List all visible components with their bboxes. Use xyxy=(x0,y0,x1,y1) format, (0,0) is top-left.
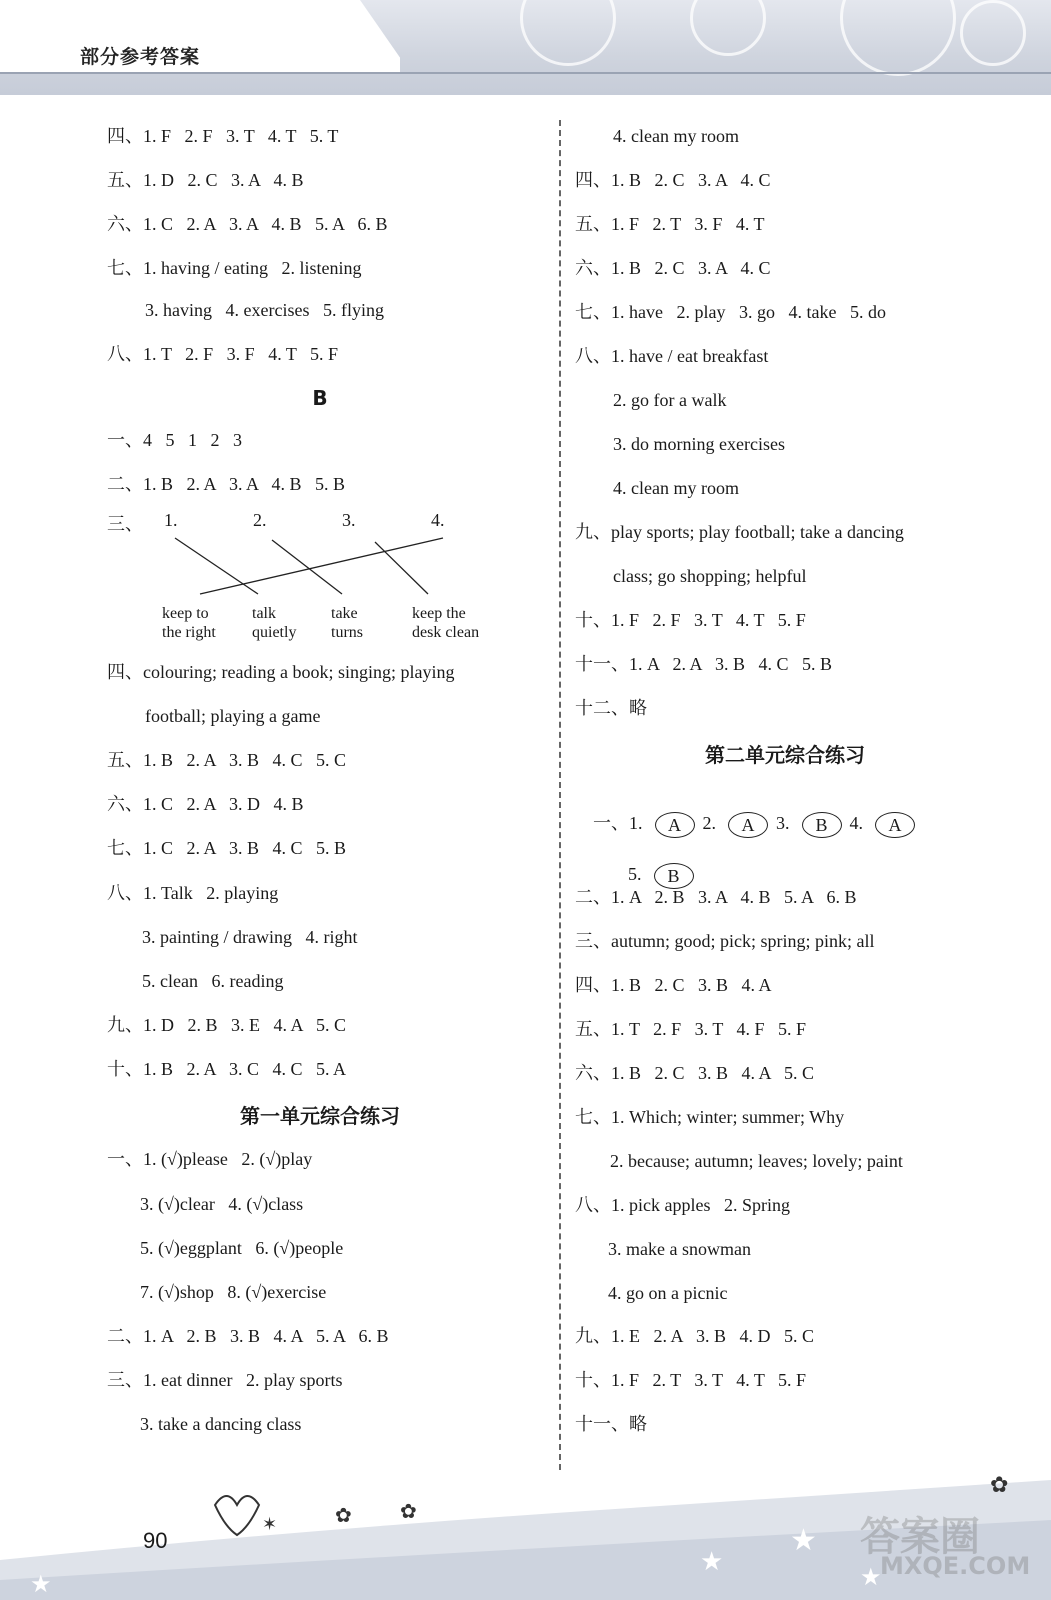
match-label: take turns xyxy=(331,605,363,641)
heart-icon xyxy=(215,1496,259,1535)
match-number: 4. xyxy=(431,510,445,530)
header-title: 部分参考答案 xyxy=(80,46,201,68)
answer-line: 4. go on a picnic xyxy=(608,1283,728,1303)
answer-line: 四、1. B 2. C 3. B 4. A xyxy=(575,975,772,995)
answer-line: 八、1. pick apples 2. Spring xyxy=(575,1195,790,1215)
circled-answer: A xyxy=(875,812,915,838)
match-line xyxy=(272,540,342,594)
answer-line: 九、1. D 2. B 3. E 4. A 5. C xyxy=(107,1015,347,1035)
section-heading-unit1: 第一单元综合练习 xyxy=(240,1104,400,1128)
answer-line: 4. clean my room xyxy=(613,126,739,146)
decor-bubble xyxy=(840,0,956,76)
answer-line: 七、1. C 2. A 3. B 4. C 5. B xyxy=(107,838,347,858)
decor-bubble xyxy=(690,0,766,56)
answer-line: 5. clean 6. reading xyxy=(142,971,284,991)
answer-line: 八、1. have / eat breakfast xyxy=(575,346,769,366)
answer-line: 三、1. eat dinner 2. play sports xyxy=(107,1370,343,1390)
answer-line: 一、4 5 1 2 3 xyxy=(107,430,242,450)
watermark: 答案圈 xyxy=(860,1514,980,1560)
match-label: keep to the right xyxy=(162,605,216,641)
decor-bubble xyxy=(520,0,616,66)
answer-line: 九、play sports; play football; take a dancing xyxy=(575,522,904,542)
circled-answer: A xyxy=(728,812,768,838)
item-number: 4. xyxy=(849,813,863,833)
column-divider xyxy=(559,120,561,1470)
circled-answer: B xyxy=(654,863,694,889)
watermark-url: MXQE.COM xyxy=(880,1552,1031,1580)
star-icon: ★ xyxy=(790,1524,817,1557)
answer-line: 3. take a dancing class xyxy=(140,1414,302,1434)
match-number: 2. xyxy=(253,510,267,530)
answer-line: 八、1. T 2. F 3. F 4. T 5. F xyxy=(107,344,339,364)
page-number: 90 xyxy=(143,1528,168,1553)
answer-line: 二、1. B 2. A 3. A 4. B 5. B xyxy=(107,474,346,494)
item-number: 2. xyxy=(702,813,716,833)
match-label: keep the desk clean xyxy=(412,605,480,641)
answer-line: 十、1. F 2. F 3. T 4. T 5. F xyxy=(575,610,806,630)
answer-line: 六、1. B 2. C 3. B 4. A 5. C xyxy=(575,1063,815,1083)
decor-bubble xyxy=(960,0,1026,66)
answer-line: 十一、略 xyxy=(575,1414,647,1434)
answer-line: 四、colouring; reading a book; singing; playing xyxy=(107,662,455,682)
match-label: talk quietly xyxy=(252,605,297,641)
answer-line: 4. clean my room xyxy=(613,478,739,498)
matching-lines xyxy=(160,530,460,600)
answer-line: 3. painting / drawing 4. right xyxy=(142,927,358,947)
flower-icon: ✿ xyxy=(400,1501,417,1523)
circled-answer: A xyxy=(655,812,695,838)
answer-line: 二、1. A 2. B 3. A 4. B 5. A 6. B xyxy=(575,887,857,907)
answer-line: 五、1. T 2. F 3. T 4. F 5. F xyxy=(575,1019,807,1039)
answer-line: 3. having 4. exercises 5. flying xyxy=(145,300,384,320)
answer-line: 六、1. C 2. A 3. D 4. B xyxy=(107,794,304,814)
question-prefix: 一、1. xyxy=(593,813,643,833)
answer-line: 六、1. B 2. C 3. A 4. C xyxy=(575,258,771,278)
answer-line: 二、1. A 2. B 3. B 4. A 5. A 6. B xyxy=(107,1326,389,1346)
answer-line: 2. go for a walk xyxy=(613,390,727,410)
match-number: 3. xyxy=(342,510,356,530)
answer-line: 3. (√)clear 4. (√)class xyxy=(140,1194,304,1214)
answer-line: 四、1. F 2. F 3. T 4. T 5. T xyxy=(107,126,339,146)
answer-line: 九、1. E 2. A 3. B 4. D 5. C xyxy=(575,1326,815,1346)
match-number: 1. xyxy=(164,510,178,530)
circled-answer: B xyxy=(802,812,842,838)
star-icon: ✶ xyxy=(262,1514,278,1534)
star-icon: ★ xyxy=(860,1565,882,1591)
answer-line: 十、1. F 2. T 3. T 4. T 5. F xyxy=(575,1370,807,1390)
answer-line: 十二、略 xyxy=(575,698,647,718)
answer-line: football; playing a game xyxy=(145,706,321,726)
match-line xyxy=(175,538,258,594)
match-line xyxy=(375,542,428,594)
answer-line: 5. (√)eggplant 6. (√)people xyxy=(140,1238,344,1258)
answer-line: 十、1. B 2. A 3. C 4. C 5. A xyxy=(107,1059,347,1079)
answer-line: 3. make a snowman xyxy=(608,1239,751,1259)
answer-line: 一、1. (√)please 2. (√)play xyxy=(107,1149,313,1169)
item-number: 3. xyxy=(776,813,790,833)
answer-line: 四、1. B 2. C 3. A 4. C xyxy=(575,170,771,190)
star-icon: ★ xyxy=(30,1572,52,1598)
answer-line: 七、1. having / eating 2. listening xyxy=(107,258,362,278)
flower-icon: ✿ xyxy=(335,1505,352,1527)
answer-line: 五、1. D 2. C 3. A 4. B xyxy=(107,170,304,190)
answer-line: 五、1. B 2. A 3. B 4. C 5. C xyxy=(107,750,347,770)
page-header xyxy=(0,0,1051,95)
answer-line: 3. do morning exercises xyxy=(613,434,785,454)
item-number: 5. xyxy=(628,864,642,884)
answer-line: class; go shopping; helpful xyxy=(613,566,807,586)
answer-line: 七、1. Which; winter; summer; Why xyxy=(575,1107,845,1127)
star-icon: ★ xyxy=(700,1547,724,1576)
answer-line: 五、1. F 2. T 3. F 4. T xyxy=(575,214,765,234)
answer-line: 三、autumn; good; pick; spring; pink; all xyxy=(575,931,875,951)
answer-line: 7. (√)shop 8. (√)exercise xyxy=(140,1282,327,1302)
answer-line: 2. because; autumn; leaves; lovely; paint xyxy=(610,1151,903,1171)
header-rule xyxy=(0,72,1051,74)
question-prefix: 三、 xyxy=(107,514,143,534)
section-heading-b: B xyxy=(312,386,328,410)
answer-line: 六、1. C 2. A 3. A 4. B 5. A 6. B xyxy=(107,214,388,234)
answer-line: 七、1. have 2. play 3. go 4. take 5. do xyxy=(575,302,886,322)
flower-icon: ✿ xyxy=(990,1472,1009,1497)
section-heading-unit2: 第二单元综合练习 xyxy=(705,743,865,767)
match-line xyxy=(200,538,443,594)
answer-line: 十一、1. A 2. A 3. B 4. C 5. B xyxy=(575,654,833,674)
answer-line: 八、1. Talk 2. playing xyxy=(107,883,279,903)
